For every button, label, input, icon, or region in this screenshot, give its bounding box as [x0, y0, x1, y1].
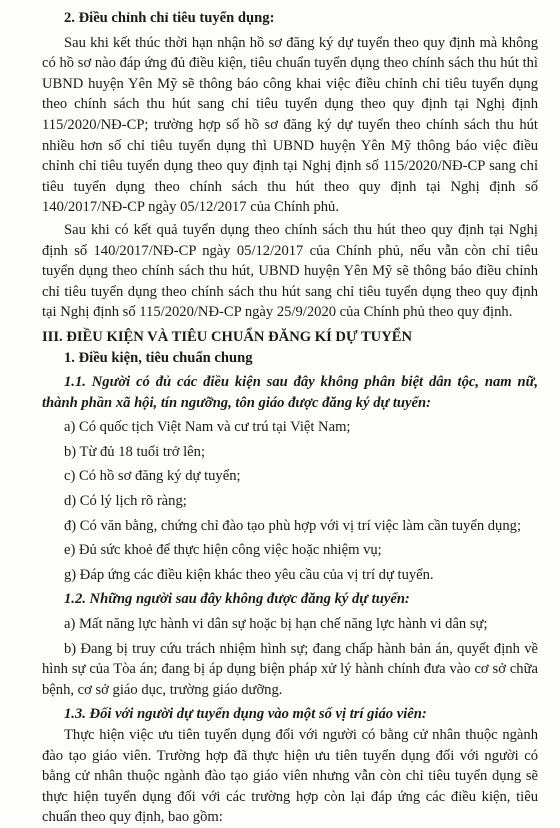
- paragraph-adjust-2: Sau khi có kết quả tuyển dụng theo chính sách thu hút theo quy định tại Nghị định số 140/2017/NĐ-CP ngày 05/12/2017 của Chính phủ, nếu vẫn còn chỉ tiêu tuyển dụng theo chính sách thu hút, UBND huyện Yên Mỹ sẽ thông báo điều chỉnh chỉ tiêu tuyển dụng theo chính sách thu hút sang chỉ tiêu tuyển dụng theo quy định tại Nghị định số 115/2020/NĐ-CP ngày 25/9/2020 của Chính phủ theo quy định.: [42, 221, 538, 321]
- section-heading-conditions: III. ĐIỀU KIỆN VÀ TIÊU CHUẨN ĐĂNG KÍ DỰ TUYỂN: [42, 328, 413, 345]
- subheading-general-conditions: 1. Điều kiện, tiêu chuẩn chung: [64, 349, 253, 366]
- paragraph-adjust-1: Sau khi kết thúc thời hạn nhận hồ sơ đăng ký dự tuyển theo quy định mà không có hồ sơ nào đáp ứng đủ điều kiện, tiêu chuẩn tuyển dụng theo chính sách thu hút thì UBND huyện Yên Mỹ sẽ thông báo công khai việc điều chỉnh chỉ tiêu tuyển dụng theo chính sách thu hút sang chỉ tiêu tuyển dụng theo quy định tại Nghị định 115/2020/NĐ-CP; trường hợp số hồ sơ đăng ký dự tuyển theo chính sách thu hút nhiều hơn số chỉ tiêu tuyển dụng thì UBND huyện Yên Mỹ thông báo việc điều chỉnh chỉ tiêu tuyển dụng theo quy định tại Nghị định số 115/2020/NĐ-CP sang chỉ tiêu tuyển dụng theo chính sách thu hút theo quy định tại Nghị định số 140/2017/NĐ-CP ngày 05/12/2017 của Chính phủ.: [42, 34, 538, 216]
- list-item: b) Từ đủ 18 tuổi trở lên;: [64, 443, 206, 460]
- list-item: d) Có lý lịch rõ ràng;: [64, 493, 187, 510]
- list-item: a) Mất năng lực hành vi dân sự hoặc bị hạn chế năng lực hành vi dân sự;: [64, 616, 488, 633]
- list-item: đ) Có văn bằng, chứng chỉ đào tạo phù hợp với vị trí việc làm cần tuyển dụng;: [64, 517, 522, 534]
- list-item: b) Đang bị truy cứu trách nhiệm hình sự; đang chấp hành bản án, quyết định về hình sự của Tòa án; đang bị áp dụng biện pháp xử lý hành chính đưa vào cơ sở chữa bệnh, cơ sở giáo dục, trường giáo dưỡng.: [42, 640, 538, 698]
- list-item: g) Đáp ứng các điều kiện khác theo yêu cầu của vị trí dự tuyển.: [64, 566, 434, 583]
- list-item: e) Đủ sức khoẻ để thực hiện công việc hoặc nhiệm vụ;: [64, 542, 382, 559]
- clause-1-3: 1.3. Đối với người dự tuyển dụng vào một số vị trí giáo viên:: [64, 706, 427, 723]
- list-item: a) Có quốc tịch Việt Nam và cư trú tại Việt Nam;: [64, 419, 351, 436]
- clause-1-1: 1.1. Người có đủ các điều kiện sau đây không phân biệt dân tộc, nam nữ, thành phần xã hội, tín ngưỡng, tôn giáo được đăng ký dự tuyển:: [42, 374, 538, 411]
- heading-adjust-quota: 2. Điều chỉnh chỉ tiêu tuyển dụng:: [64, 10, 275, 26]
- list-item: c) Có hồ sơ đăng ký dự tuyển;: [64, 468, 241, 485]
- clause-1-2: 1.2. Những người sau đây không được đăng ký dự tuyển:: [64, 591, 410, 608]
- paragraph-teacher-priority: Thực hiện việc ưu tiên tuyển dụng đối với người có bằng cử nhân thuộc ngành đào tạo giáo viên. Trường hợp đã thực hiện ưu tiên tuyển dụng đối với người có bằng cử nhân thuộc ngành đào tạo giáo viên nhưng vẫn còn chỉ tiêu tuyển dụng sẽ thực hiện tuyển dụng đối với các trường hợp còn lại đáp ứng các điều kiện, tiêu chuẩn theo quy định, bao gồm:: [42, 727, 538, 826]
